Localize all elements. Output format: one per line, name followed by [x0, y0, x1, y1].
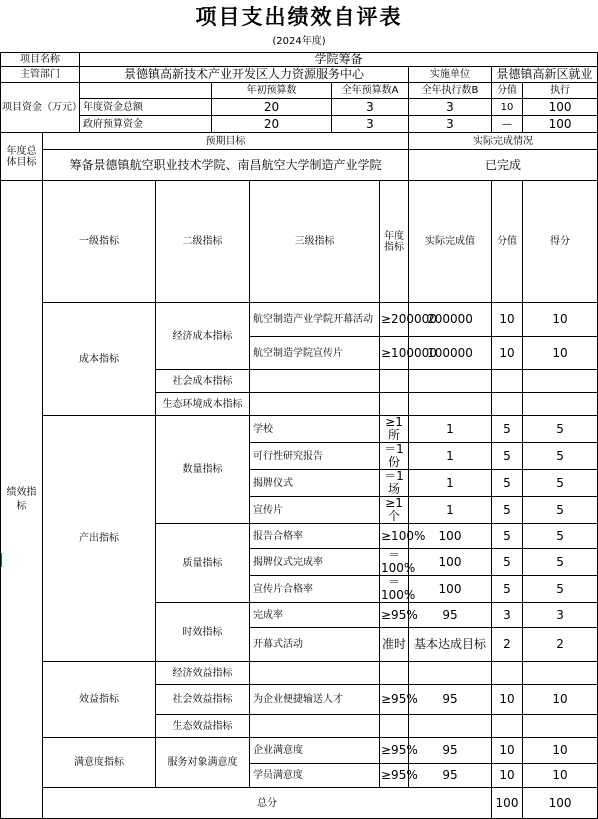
indicator-score-value: 10: [492, 738, 523, 764]
indicator-target: ＝100%: [381, 575, 416, 602]
lvl2-service-satisfaction: 服务对象满意度: [156, 738, 250, 788]
lvl1-satisfaction: 满意度指标: [43, 738, 156, 788]
evaluation-table: [0, 52, 598, 819]
indicator-score-value: 2: [492, 628, 523, 662]
indicator-header-row: [1, 181, 598, 303]
indicator-target: ≥100%: [380, 524, 409, 549]
indicator-target: ＝1场: [380, 470, 409, 497]
dept-label: 主管部门: [1, 67, 80, 83]
indicator-score: 10: [523, 303, 598, 337]
col-lvl2: 二级指标: [156, 181, 250, 303]
indicator-actual: 95: [409, 764, 492, 788]
objective-header-row: [1, 133, 598, 150]
project-name-row: [1, 53, 598, 67]
department-row: [1, 67, 598, 83]
indicator-name: 揭牌仪式: [250, 470, 380, 497]
indicator-target: ≥1个: [380, 497, 409, 524]
indicator-actual: 1: [409, 470, 492, 497]
indicator-actual: 100: [409, 524, 492, 549]
indicator-actual: 95: [409, 685, 492, 715]
indicator-row: [1, 416, 598, 443]
funds-col-blank: [80, 83, 212, 99]
funds-row-score-value: 10: [492, 99, 523, 116]
funds-col-initial: 年初预算数: [212, 83, 332, 99]
indicator-target: ≥95%: [380, 738, 409, 764]
lvl1-output: 产出指标: [43, 416, 156, 662]
report-title: 项目支出绩效自评表: [195, 4, 403, 29]
lvl1-benefit: 效益指标: [43, 662, 156, 738]
lvl2-economic-cost: 经济成本指标: [156, 303, 250, 370]
lvl2-timeliness: 时效指标: [156, 603, 250, 662]
project-name-value: 学院筹备: [80, 53, 598, 67]
indicator-actual: 1: [409, 416, 492, 443]
indicator-actual: 1: [409, 497, 492, 524]
indicator-actual: 100: [409, 576, 492, 603]
indicator-score-value: 5: [492, 497, 523, 524]
funds-row-score-value: —: [492, 116, 523, 133]
indicator-score: 5: [523, 470, 598, 497]
funds-row-annual: 3: [332, 99, 409, 116]
total-row: [1, 788, 598, 819]
indicator-actual: 95: [409, 738, 492, 764]
funds-col-annual: 全年预算数A: [332, 83, 409, 99]
indicator-score-value: 5: [492, 524, 523, 549]
indicator-score: 5: [523, 524, 598, 549]
indicator-target: ＝100%: [381, 548, 416, 575]
dept-value: 景德镇高新技术产业开发区人力资源服务中心: [80, 67, 409, 83]
indicator-score-value: 5: [492, 443, 523, 470]
total-score: 100: [523, 788, 598, 819]
indicator-name: 宣传片: [250, 497, 380, 524]
lvl2-quality: 质量指标: [156, 524, 250, 603]
indicator-name: 完成率: [250, 603, 380, 628]
indicator-score-value: 10: [492, 764, 523, 788]
indicator-score: 5: [523, 416, 598, 443]
funds-row-exec: 3: [409, 99, 492, 116]
indicator-name: 可行性研究报告: [250, 443, 380, 470]
funds-row: [1, 99, 598, 116]
indicator-score-value: 10: [492, 337, 523, 370]
funds-col-exec: 全年执行数B: [409, 83, 492, 99]
lvl2-social-cost: 社会成本指标: [156, 370, 250, 393]
indicator-actual: 100000: [409, 337, 492, 370]
indicator-row: [1, 303, 598, 337]
lvl2-economic-benefit: 经济效益指标: [156, 662, 250, 685]
indicator-actual: 1: [409, 443, 492, 470]
funds-row-exec-rate: 100: [523, 116, 598, 133]
total-label: 总分: [43, 788, 492, 819]
evaluation-sheet: [0, 52, 598, 810]
performance-indicators-label: 绩效指标: [1, 181, 43, 819]
indicator-score-value: 5: [492, 549, 523, 576]
expected-target-label: 预期目标: [43, 133, 409, 150]
indicator-target: ≥100000: [380, 337, 409, 370]
funds-row-initial: 20: [212, 99, 332, 116]
indicator-row: [1, 662, 598, 685]
funds-row-exec: 3: [409, 116, 492, 133]
col-target: 年度指标: [380, 181, 409, 303]
indicator-name: 宣传片合格率: [250, 576, 380, 603]
indicator-score: 10: [523, 685, 598, 715]
indicator-name: 企业满意度: [250, 738, 380, 764]
indicator-name: 航空制造产业学院开幕活动: [250, 303, 380, 337]
indicator-target: ≥200000: [380, 303, 409, 337]
indicator-name: 航空制造学院宣传片: [250, 337, 380, 370]
lvl2-quantity: 数量指标: [156, 416, 250, 524]
indicator-score-value: 5: [492, 576, 523, 603]
lvl1-cost: 成本指标: [43, 303, 156, 416]
indicator-target: ＝1份: [380, 443, 409, 470]
indicator-name: 报告合格率: [250, 524, 380, 549]
indicator-score-value: 5: [492, 470, 523, 497]
indicator-score-value: 10: [492, 303, 523, 337]
impl-unit-value: 景德镇高新区就业: [492, 67, 598, 83]
indicator-score: 10: [523, 738, 598, 764]
indicator-target: ≥1所: [380, 416, 409, 443]
project-name-label: 项目名称: [1, 53, 80, 67]
report-year: (2024年度): [272, 36, 326, 47]
expected-target-text: 筹备景德镇航空职业技术学院、南昌航空大学制造产业学院: [43, 150, 409, 181]
indicator-target: ≥95%: [380, 764, 409, 788]
funds-header-row: [1, 83, 598, 99]
col-lvl1: 一级指标: [43, 181, 156, 303]
indicator-score: 5: [523, 497, 598, 524]
funds-label: 项目资金（万元）: [1, 83, 80, 133]
indicator-actual: 100: [409, 549, 492, 576]
indicator-score: 5: [523, 576, 598, 603]
objective-label: 年度总体目标: [1, 133, 43, 181]
actual-completion-text: 已完成: [409, 150, 598, 181]
indicator-score: 10: [523, 764, 598, 788]
indicator-actual: 200000: [409, 303, 492, 337]
lvl2-eco-benefit: 生态效益指标: [156, 715, 250, 738]
funds-row-name: 政府预算资金: [80, 116, 212, 133]
total-score-value: 100: [492, 788, 523, 819]
indicator-score: 3: [523, 603, 598, 628]
objective-content-row: [1, 150, 598, 181]
col-score-value: 分值: [492, 181, 523, 303]
indicator-score-value: 10: [492, 685, 523, 715]
impl-unit-label: 实施单位: [409, 67, 492, 83]
indicator-score: 10: [523, 337, 598, 370]
indicator-actual: 基本达成目标: [409, 628, 492, 662]
indicator-name: 学员满意度: [250, 764, 380, 788]
funds-row: [1, 116, 598, 133]
funds-col-exec-rate: 执行: [523, 83, 598, 99]
indicator-target: ≥95%: [380, 685, 409, 715]
indicator-name: 学校: [250, 416, 380, 443]
indicator-score: 5: [523, 549, 598, 576]
indicator-name: 揭牌仪式完成率: [250, 549, 380, 576]
col-actual: 实际完成值: [409, 181, 492, 303]
funds-row-initial: 20: [212, 116, 332, 133]
indicator-actual: 95: [409, 603, 492, 628]
funds-col-score-value: 分值: [492, 83, 523, 99]
indicator-score: 5: [523, 443, 598, 470]
indicator-score: 2: [523, 628, 598, 662]
actual-completion-label: 实际完成情况: [409, 133, 598, 150]
lvl2-eco-cost: 生态环境成本指标: [156, 393, 250, 416]
indicator-row: [1, 738, 598, 764]
indicator-name: 为企业便捷输送人才: [250, 685, 380, 715]
indicator-score-value: 5: [492, 416, 523, 443]
col-score: 得分: [523, 181, 598, 303]
funds-row-exec-rate: 100: [523, 99, 598, 116]
funds-row-name: 年度资金总额: [80, 99, 212, 116]
indicator-target: 准时: [380, 628, 409, 662]
lvl2-social-benefit: 社会效益指标: [156, 685, 250, 715]
indicator-name: 开幕式活动: [250, 628, 380, 662]
funds-row-annual: 3: [332, 116, 409, 133]
indicator-target: ≥95%: [380, 603, 409, 628]
col-lvl3: 三级指标: [250, 181, 380, 303]
indicator-score-value: 3: [492, 603, 523, 628]
